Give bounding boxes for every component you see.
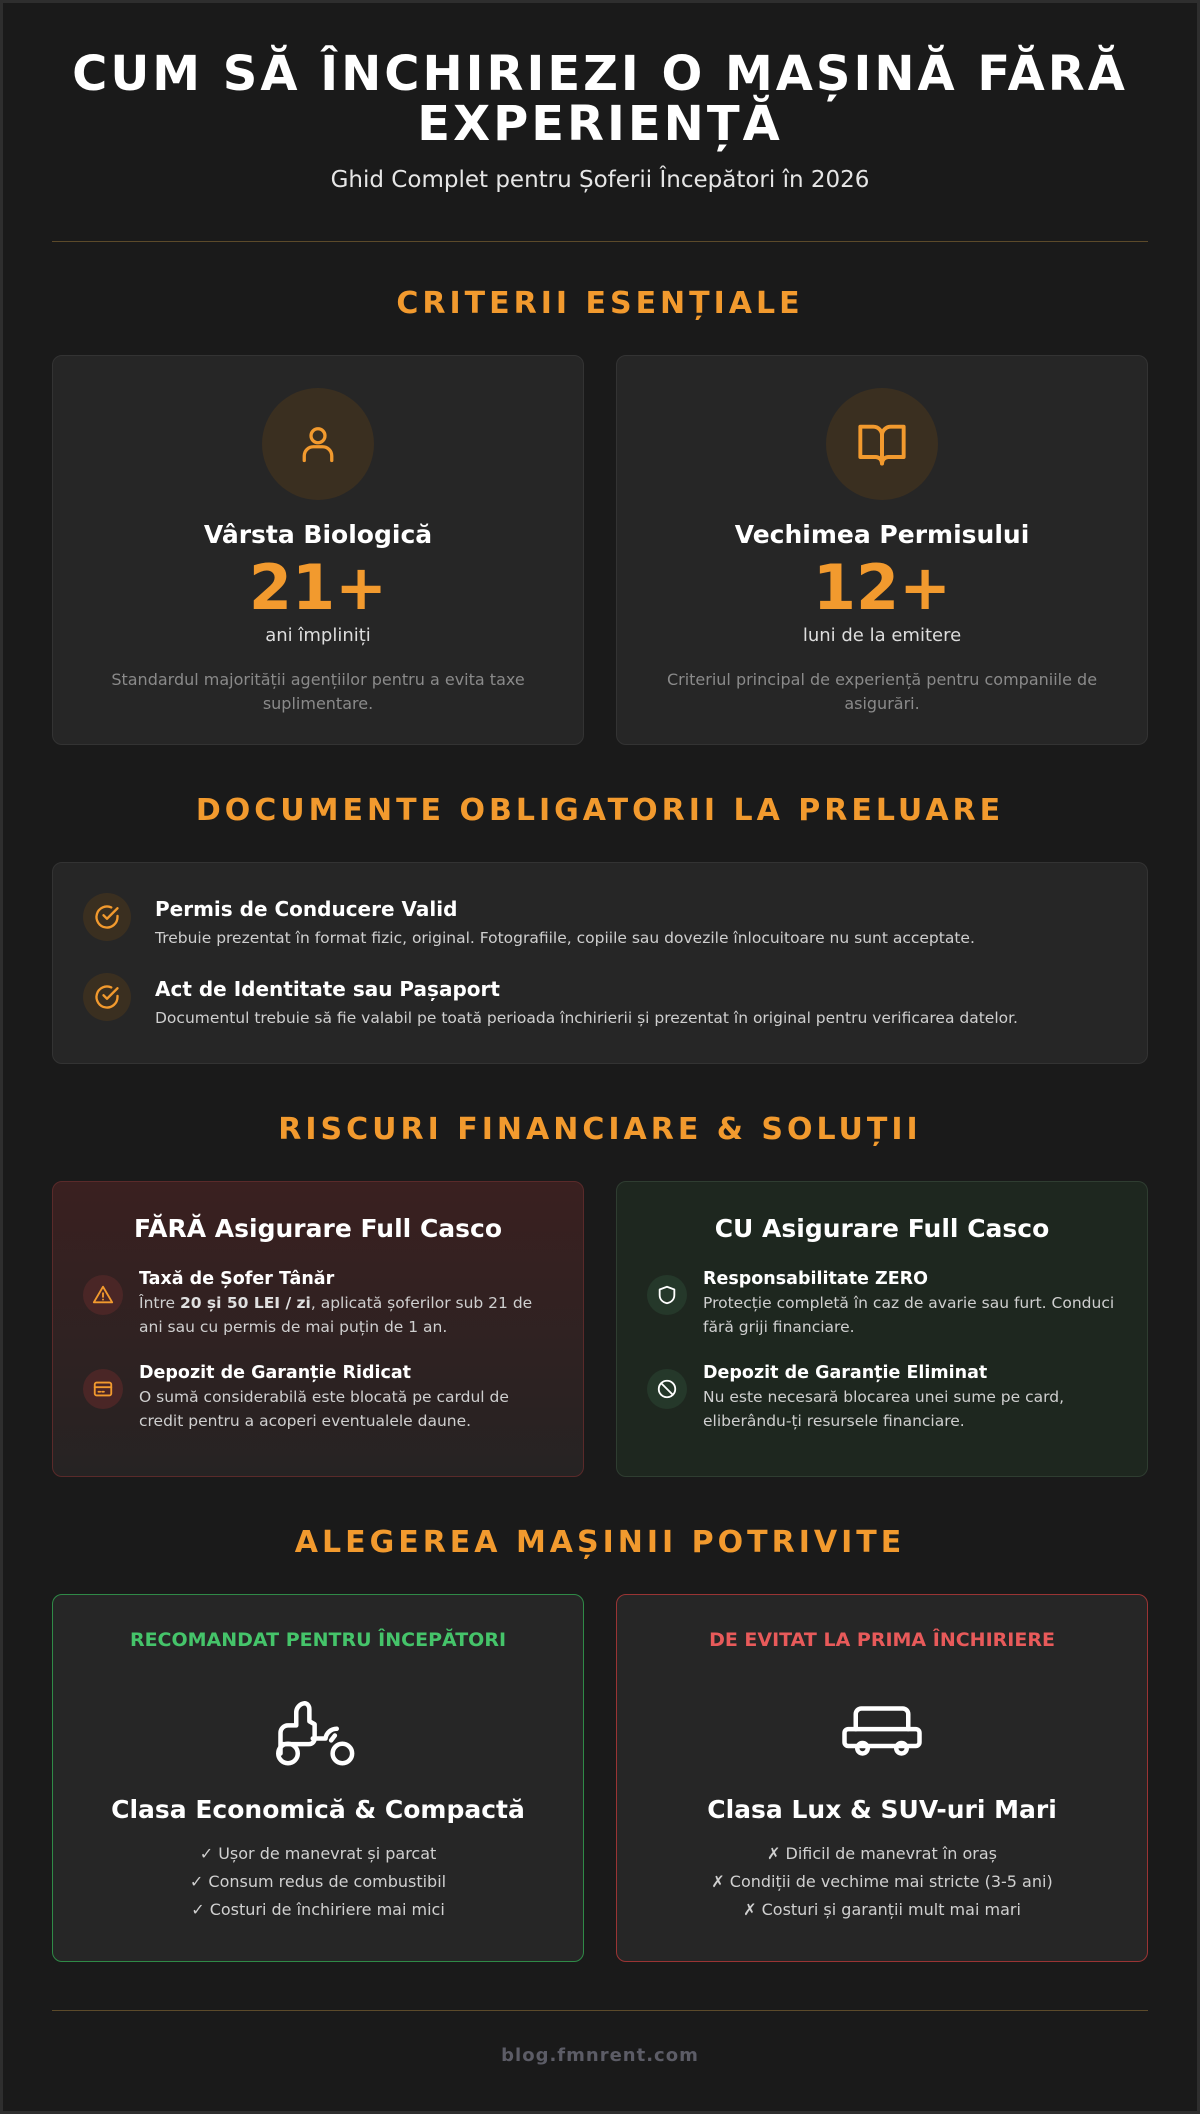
age-card: [52, 355, 584, 745]
solution-title: Depozit de Garanție Eliminat: [703, 1363, 988, 1383]
risk-desc: Între 20 și 50 LEI / zi, aplicată șoferilor sub 21 de ani sau cu permis de mai puțin de 1 an.: [139, 1294, 533, 1336]
list-item: ✓ Consum redus de combustibil: [189, 1872, 447, 1891]
ban-icon: [647, 1369, 687, 1409]
license-card: [616, 355, 1148, 745]
list-item: [83, 891, 1117, 971]
list-item: ✓ Ușor de manevrat și parcat: [199, 1844, 437, 1863]
cars-section: [3, 1525, 1197, 1962]
car-icon: [617, 1681, 1147, 1781]
age-desc: Standardul majorității agențiilor pentru a evita taxe suplimentare.: [111, 670, 525, 713]
avoid-card: [616, 1594, 1148, 1962]
with-insurance-card: [616, 1181, 1148, 1477]
with-insurance-title: CU Asigurare Full Casco: [714, 1214, 1050, 1243]
license-desc: Criteriul principal de experiență pentru companiile de asigurări.: [666, 670, 1098, 713]
age-unit: ani împliniți: [265, 625, 371, 646]
risk-title: Depozit de Garanție Ridicat: [139, 1363, 412, 1383]
cars-title: ALEGEREA MAȘINII POTRIVITE: [294, 1525, 906, 1560]
risks-section: [3, 1112, 1197, 1477]
solution-title: Responsabilitate ZERO: [703, 1269, 929, 1289]
recommended-class-title: Clasa Economică & Compactă: [111, 1795, 525, 1824]
recommended-tag: RECOMANDAT PENTRU ÎNCEPĂTORI: [129, 1629, 507, 1651]
avoid-tag: DE EVITAT LA PRIMA ÎNCHIRIERE: [709, 1629, 1055, 1651]
document-title: Act de Identitate sau Pașaport: [155, 977, 500, 1001]
documents-section: [3, 793, 1197, 1064]
scooter-icon: [53, 1681, 583, 1781]
age-value: 21+: [248, 551, 388, 624]
hero-header: [3, 3, 1197, 193]
warning-icon: [83, 1275, 123, 1315]
recommended-points: [53, 1840, 583, 1924]
bottom-divider: [52, 2010, 1148, 2011]
list-item: ✗ Condiții de vechime mai stricte (3-5 ani): [711, 1872, 1053, 1891]
page-subtitle: Ghid Complet pentru Șoferii Începători în 2026: [330, 167, 870, 193]
document-desc: Trebuie prezentat în format fizic, original. Fotografiile, copiile sau dovezile înlocuitoare nu sunt acceptate.: [155, 929, 975, 947]
criteria-section: [3, 286, 1197, 745]
documents-title: DOCUMENTE OBLIGATORII LA PRELUARE: [195, 793, 1005, 828]
criteria-title: CRITERII ESENȚIALE: [396, 286, 804, 321]
age-title: Vârsta Biologică: [203, 520, 433, 549]
check-circle-icon: [83, 893, 131, 941]
license-title: Vechimea Permisului: [734, 520, 1030, 549]
list-item: ✓ Costuri de închiriere mai mici: [191, 1900, 445, 1919]
without-insurance-card: [52, 1181, 584, 1477]
avoid-points: [617, 1840, 1147, 1924]
document-desc: Documentul trebuie să fie valabil pe toată perioada închirierii și prezentat în original pentru verificarea datelor.: [155, 1009, 1018, 1027]
list-item: [83, 1269, 553, 1339]
shield-icon: [647, 1275, 687, 1315]
document-title: Permis de Conducere Valid: [155, 897, 458, 921]
credit-card-icon: [83, 1369, 123, 1409]
footer-site[interactable]: blog.fmnrent.com: [501, 2045, 699, 2066]
risks-title: RISCURI FINANCIARE & SOLUȚII: [278, 1112, 922, 1147]
list-item: [83, 971, 1117, 1051]
list-item: [647, 1363, 1117, 1433]
list-item: [83, 1363, 553, 1433]
list-item: ✗ Dificil de manevrat în oraș: [767, 1844, 997, 1863]
avoid-class-title: Clasa Lux & SUV-uri Mari: [707, 1795, 1057, 1824]
documents-card: [52, 862, 1148, 1064]
list-item: [647, 1269, 1117, 1339]
solution-desc: Nu este necesară blocarea unei sume pe card, eliberându-ți resursele financiare.: [703, 1388, 1064, 1430]
top-divider: [52, 241, 1148, 242]
license-unit: luni de la emitere: [802, 625, 962, 646]
book-open-icon: [826, 388, 938, 500]
license-value: 12+: [812, 551, 952, 624]
user-icon: [262, 388, 374, 500]
page-title: CUM SĂ ÎNCHIRIEZI O MAȘINĂ FĂRĂ EXPERIENȚĂ: [72, 46, 1128, 152]
recommended-card: [52, 1594, 584, 1962]
check-circle-icon: [83, 973, 131, 1021]
risk-title: Taxă de Șofer Tânăr: [139, 1269, 335, 1289]
risk-desc: O sumă considerabilă este blocată pe cardul de credit pentru a acoperi eventualele daune.: [139, 1388, 509, 1430]
solution-desc: Protecție completă în caz de avarie sau furt. Conduci fără griji financiare.: [703, 1294, 1115, 1336]
list-item: ✗ Costuri și garanții mult mai mari: [743, 1900, 1021, 1919]
without-insurance-title: FĂRĂ Asigurare Full Casco: [133, 1214, 503, 1243]
